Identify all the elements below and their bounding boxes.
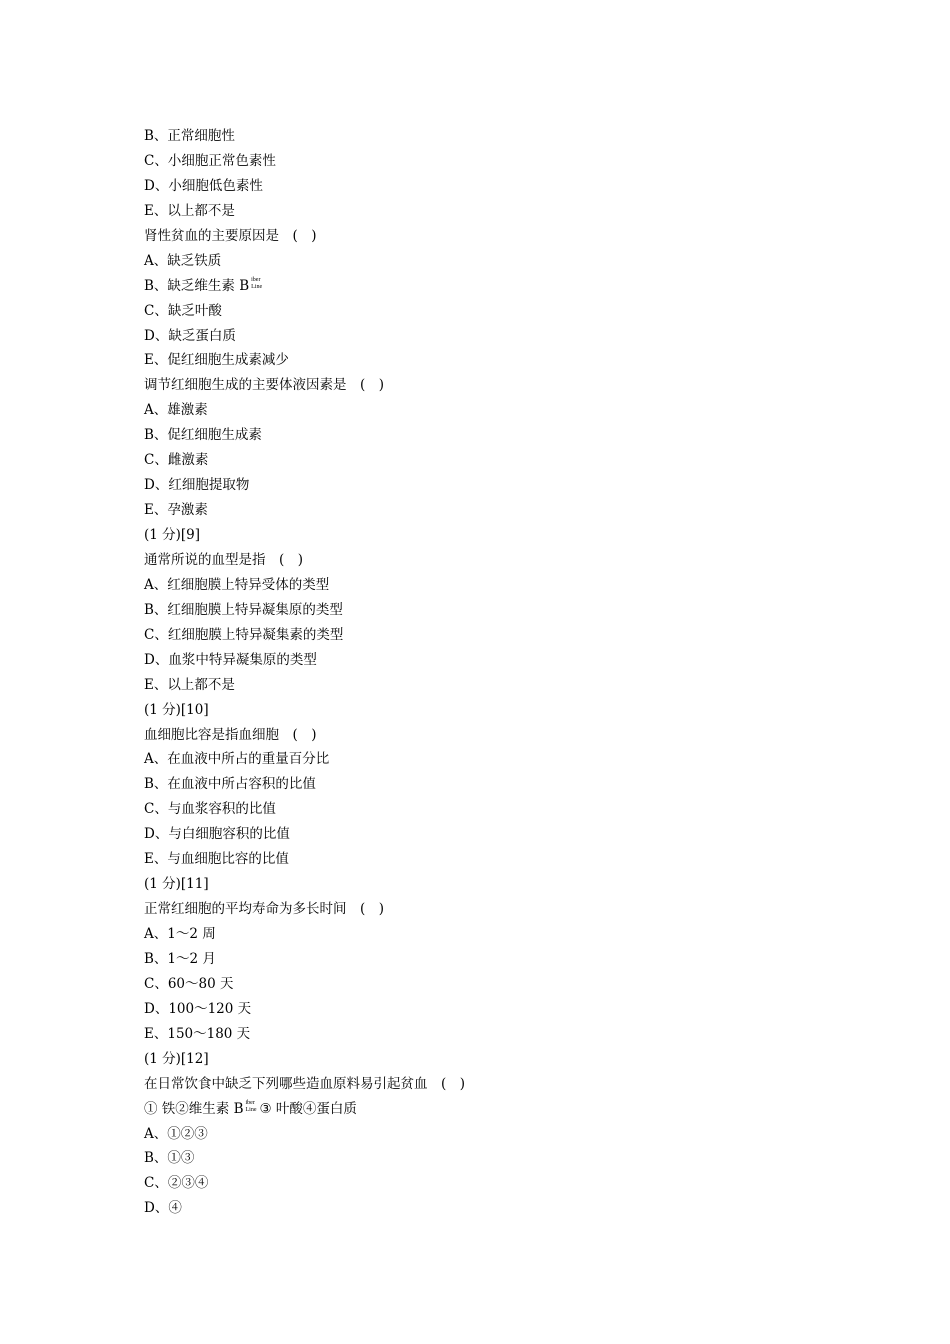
text-line: E、以上都不是 — [144, 676, 235, 693]
text-line: 正常红细胞的平均寿命为多长时间 ( ) — [144, 901, 385, 918]
text-line: E、孕激素 — [144, 502, 208, 519]
text-line: D、血浆中特异凝集原的类型 — [144, 651, 317, 668]
text-line: E、150～180 天 — [144, 1025, 251, 1042]
text-line: C、60～80 天 — [144, 975, 234, 992]
text-line: 通常所说的血型是指 ( ) — [144, 551, 304, 568]
text-line: A、①②③ — [144, 1125, 208, 1142]
text-line: 调节红细胞生成的主要体液因素是 ( ) — [144, 377, 385, 394]
text-line: B、①③ — [144, 1150, 195, 1167]
text-line: 血细胞比容是指血细胞 ( ) — [144, 726, 317, 743]
text-line: D、小细胞低色素性 — [144, 177, 263, 194]
text-line: C、雌激素 — [144, 452, 209, 469]
text-line: A、缺乏铁质 — [144, 252, 222, 269]
text-segment: ③ 叶酸④蛋白质 — [259, 1100, 357, 1117]
text-line — [144, 1097, 844, 1122]
text-line: C、小细胞正常色素性 — [144, 152, 276, 169]
text-line: (1 分)[11] — [144, 876, 209, 893]
text-line: C、与血浆容积的比值 — [144, 801, 276, 818]
text-segment: ① 铁②维生素 B — [144, 1100, 244, 1117]
text-line: D、④ — [144, 1200, 182, 1217]
text-segment: B、缺乏维生素 B — [144, 277, 250, 294]
text-line: (1 分)[12] — [144, 1050, 209, 1067]
text-line: B、1～2 月 — [144, 950, 216, 967]
text-line: A、在血液中所占的重量百分比 — [144, 751, 330, 768]
text-line: E、与血细胞比容的比值 — [144, 851, 289, 868]
text-line: C、红细胞膜上特异凝集素的类型 — [144, 626, 344, 643]
text-line: (1 分)[10] — [144, 701, 209, 718]
subscript-glyph — [250, 278, 264, 292]
text-line: A、红细胞膜上特异受体的类型 — [144, 576, 330, 593]
text-line: E、以上都不是 — [144, 202, 235, 219]
text-line: D、红细胞提取物 — [144, 477, 250, 494]
text-line — [144, 274, 844, 299]
subscript-top: iber — [251, 276, 261, 283]
text-line: B、正常细胞性 — [144, 128, 235, 144]
text-line: B、红细胞膜上特异凝集原的类型 — [144, 601, 343, 618]
text-line: C、②③④ — [144, 1175, 209, 1192]
document-body — [144, 124, 844, 1221]
text-line: A、1～2 周 — [144, 926, 216, 942]
text-line: 在日常饮食中缺乏下列哪些造血原料易引起贫血 ( ) — [144, 1075, 466, 1092]
text-line: D、100～120 天 — [144, 1000, 252, 1017]
subscript-top: iber — [245, 1099, 255, 1106]
text-line: B、在血液中所占容积的比值 — [144, 776, 316, 793]
subscript-glyph — [245, 1101, 259, 1115]
text-line: 肾性贫血的主要原因是 ( ) — [144, 227, 317, 244]
text-line: B、促红细胞生成素 — [144, 427, 262, 444]
text-line: D、与白细胞容积的比值 — [144, 826, 290, 843]
subscript-bottom: Line — [251, 283, 263, 290]
text-line: D、缺乏蛋白质 — [144, 327, 236, 344]
subscript-bottom: Line — [245, 1106, 257, 1113]
text-line: A、雄激素 — [144, 402, 208, 419]
text-line: (1 分)[9] — [144, 527, 201, 543]
text-line: E、促红细胞生成素减少 — [144, 352, 289, 369]
text-line: C、缺乏叶酸 — [144, 302, 222, 319]
